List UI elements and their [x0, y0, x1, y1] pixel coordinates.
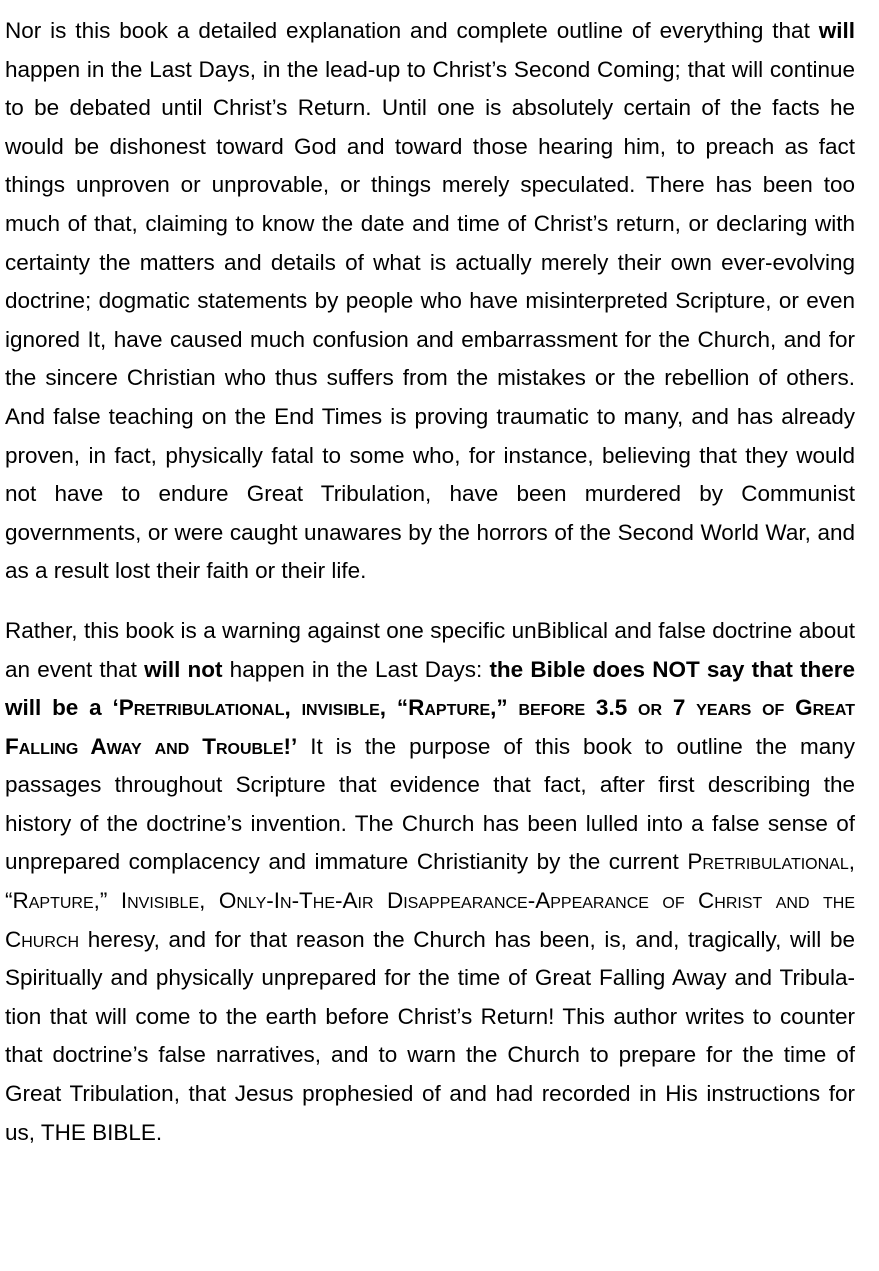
p2-bold-smallcaps-1: Pretribulational, invisible, “Rapture,” before: [118, 695, 586, 721]
p2-text-3: It is the purpose of this book to outline the many passages throughout Scripture that evidence that fact, after first describing the history of the doctrine’s invention. The Church has been lulled into a false sense of unprepared complacency and immature Christianity by the current: [5, 733, 855, 875]
p2-text-1: Rather, this book is a warning against one specific unBiblical and false doctrine about an event that: [5, 617, 855, 682]
paragraph-2: [5, 612, 855, 1152]
p1-bold-will: will: [818, 18, 855, 43]
p2-text-bible: THE BIBLE.: [40, 1119, 163, 1145]
p2-bold-will-not: will not: [144, 656, 223, 682]
p1-text-2: happen in the Last Days, in the lead-up to Christ’s Second Coming; that will continue to be debated until Christ’s Return. Until one is absolutely certain of the facts he would be dishonest toward God and toward those hearing him, to preach as fact things unproven or unprovable, or things merely speculated. There has been too much of that, claiming to know the date and time of Christ’s return, or declaring with certainty the matters and details of what is actually merely their own ever-evolving doctrine; dogmatic statements by people who have misinterpreted Scripture, or even ignored It, have caused much confusion and embarrassment for the Church, and for the sincere Christian who thus suffers from the mistakes or the rebellion of others. And false teaching on the End Times is proving traumatic to many, and has already proven, in fact, physically fatal to some who, for instance, believing that they would not have to endure Great Tribulation, have been murdered by Communist governments, or were caught unawares by the horrors of the Second World War, and as a result lost their faith or their life.: [5, 56, 855, 584]
p2-text-4: heresy, and for that reason the Church has been, is, and, tragically, will be Spiritually and physically unprepared for the time of Great Falling Away and Tribulation that will come to the earth before Christ’s Return! This author writes to counter that doctrine’s false narratives, and to warn the Church to prepare for the time of Great Tribulation, that Jesus prophesied of and had recorded in His instructions for us,: [5, 926, 855, 1145]
p2-bold-number-1: 3.5: [585, 695, 639, 721]
p2-text-2: happen in the Last Days:: [222, 656, 490, 682]
p1-text-1: Nor is this book a detailed explanation and complete outline of everything that: [5, 18, 819, 43]
p2-bold-smallcaps-or: or: [638, 695, 663, 721]
p2-bold-statement: the Bible does NOT say that there will be a ‘: [5, 656, 856, 721]
p2-smallcaps-heresy-name: Pretribulational, “Rapture,” Invisible, Only-In-The-Air Disappearance-Appearance of Christ and the Church: [5, 849, 855, 952]
paragraph-1: [5, 12, 855, 591]
p2-bold-number-2: 7: [662, 695, 697, 721]
p2-bold-close-quote: ’: [291, 733, 298, 759]
p2-bold-smallcaps-2: years of Great Falling Away and Trouble!: [5, 695, 856, 759]
